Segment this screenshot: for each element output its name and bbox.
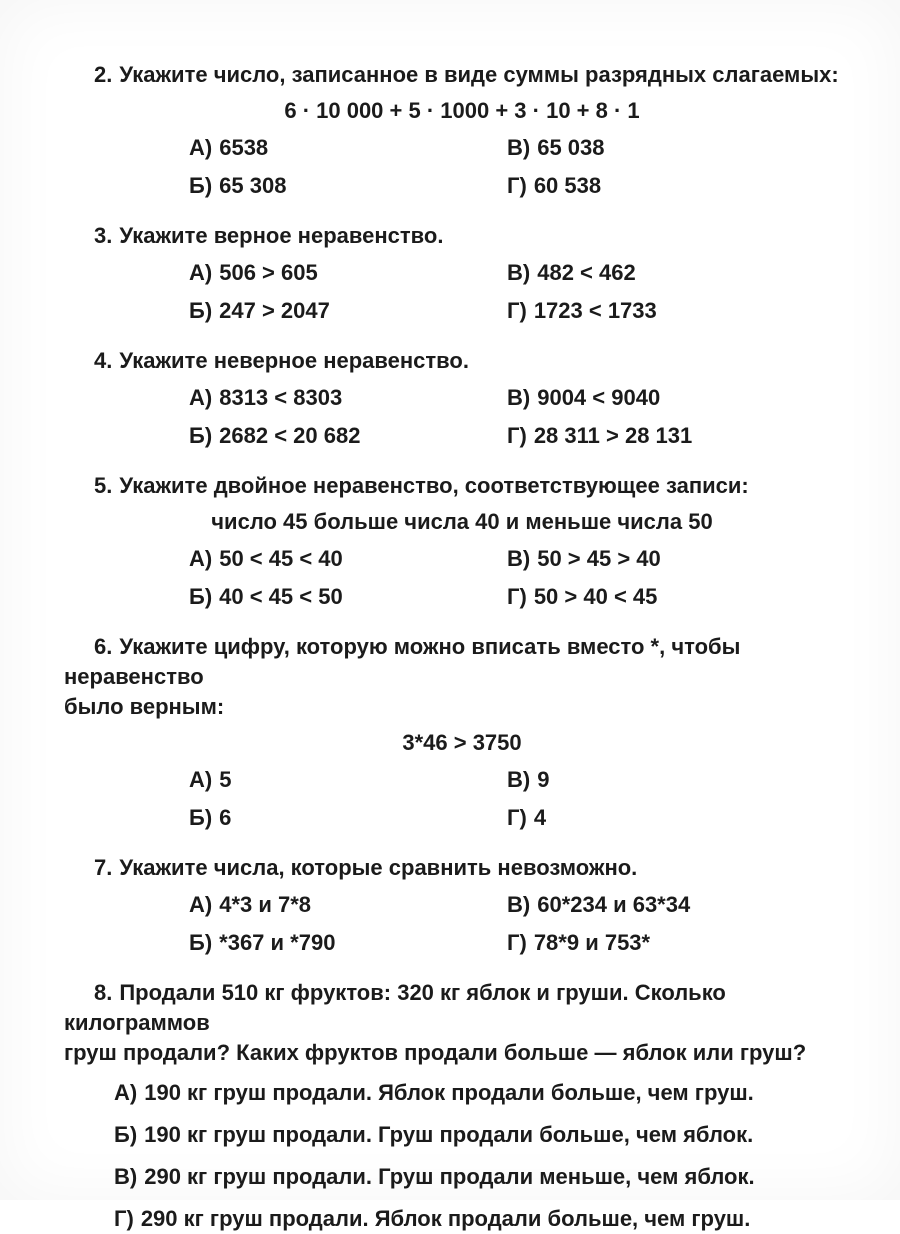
option-b-value: 247 > 2047	[219, 298, 330, 323]
question-5-number: 5.	[94, 473, 113, 498]
question-5-condition: число 45 больше числа 40 и меньше числа 50	[211, 509, 713, 534]
question-7-text	[64, 853, 860, 883]
option-v-label: В)	[507, 260, 531, 285]
question-6-line-2: было верным:	[64, 694, 225, 719]
question-6	[64, 632, 860, 833]
question-6-option-v	[507, 765, 860, 795]
question-4-option-g	[507, 421, 860, 451]
question-3-option-b	[189, 296, 507, 326]
question-2-option-g	[507, 171, 860, 201]
option-v-label: В)	[507, 135, 531, 160]
option-g-label: Г)	[507, 173, 527, 198]
question-8-options	[114, 1078, 860, 1234]
option-a-label: А)	[189, 385, 213, 410]
question-8-number: 8.	[94, 980, 113, 1005]
question-5-text	[64, 471, 860, 501]
question-2-text	[64, 60, 860, 90]
question-2-line-1: Укажите число, записанное в виде суммы разрядных слагаемых:	[119, 62, 839, 87]
question-3-number: 3.	[94, 223, 113, 248]
question-4-option-a	[189, 383, 507, 413]
option-b-label: Б)	[114, 1122, 138, 1147]
option-a-value: 6538	[219, 135, 269, 160]
option-g-label: Г)	[507, 298, 527, 323]
question-8-text	[64, 978, 860, 1068]
question-8-option-b	[114, 1120, 860, 1150]
question-3-line-1: Укажите верное неравенство.	[119, 223, 444, 248]
option-v-label: В)	[507, 767, 531, 792]
option-g-label: Г)	[114, 1206, 134, 1231]
option-a-value: 190 кг груш продали. Яблок продали больше, чем груш.	[144, 1080, 754, 1105]
question-3	[64, 221, 860, 326]
question-3-option-g	[507, 296, 860, 326]
question-2-number: 2.	[94, 62, 113, 87]
option-a-label: А)	[189, 260, 213, 285]
option-b-label: Б)	[189, 584, 213, 609]
question-6-option-g	[507, 803, 860, 833]
question-5-option-g	[507, 582, 860, 612]
question-8-option-v	[114, 1162, 860, 1192]
question-7-number: 7.	[94, 855, 113, 880]
option-a-label: А)	[189, 135, 213, 160]
option-a-label: А)	[189, 767, 213, 792]
question-4-option-b	[189, 421, 507, 451]
question-4-number: 4.	[94, 348, 113, 373]
option-v-value: 482 < 462	[537, 260, 636, 285]
option-g-value: 60 538	[533, 173, 602, 198]
option-g-value: 28 311 > 28 131	[533, 423, 693, 448]
option-b-value: 65 308	[219, 173, 287, 198]
option-b-value: 190 кг груш продали. Груш продали больше, чем яблок.	[144, 1122, 754, 1147]
option-a-value: 8313 < 8303	[219, 385, 343, 410]
question-7-option-b	[189, 928, 507, 958]
option-b-value: *367 и *790	[219, 930, 336, 955]
question-6-option-b	[189, 803, 507, 833]
option-b-value: 2682 < 20 682	[219, 423, 361, 448]
option-v-label: В)	[114, 1164, 138, 1189]
question-6-options	[189, 765, 860, 833]
question-2-option-v	[507, 133, 860, 163]
option-a-label: А)	[189, 892, 213, 917]
option-b-value: 40 < 45 < 50	[219, 584, 343, 609]
question-2-option-a	[189, 133, 507, 163]
option-g-value: 290 кг груш продали. Яблок продали больше, чем груш.	[140, 1206, 751, 1231]
question-2-options	[189, 133, 860, 201]
option-v-value: 9004 < 9040	[537, 385, 661, 410]
option-b-value: 6	[219, 805, 232, 830]
option-g-label: Г)	[507, 930, 527, 955]
question-7-line-1: Укажите числа, которые сравнить невозможно.	[119, 855, 638, 880]
question-7-option-v	[507, 890, 860, 920]
option-b-label: Б)	[189, 298, 213, 323]
question-4-text	[64, 346, 860, 376]
option-v-value: 65 038	[537, 135, 605, 160]
question-8-option-a	[114, 1078, 860, 1108]
option-v-value: 60*234 и 63*34	[537, 892, 691, 917]
question-4	[64, 346, 860, 451]
question-6-text	[64, 632, 860, 722]
option-b-label: Б)	[189, 805, 213, 830]
option-v-label: В)	[507, 892, 531, 917]
option-a-label: А)	[189, 546, 213, 571]
question-7	[64, 853, 860, 958]
question-3-option-v	[507, 258, 860, 288]
option-a-value: 506 > 605	[219, 260, 318, 285]
option-g-label: Г)	[507, 584, 527, 609]
question-6-line-1: Укажите цифру, которую можно вписать вместо *, чтобы неравенство	[64, 634, 741, 689]
option-b-label: Б)	[189, 173, 213, 198]
option-a-value: 4*3 и 7*8	[219, 892, 312, 917]
option-b-label: Б)	[189, 423, 213, 448]
question-6-number: 6.	[94, 634, 113, 659]
question-6-option-a	[189, 765, 507, 795]
question-6-formula: 3*46 > 3750	[402, 730, 522, 755]
question-2-option-b	[189, 171, 507, 201]
question-4-option-v	[507, 383, 860, 413]
option-g-value: 4	[533, 805, 547, 830]
option-v-value: 290 кг груш продали. Груш продали меньше, чем яблок.	[144, 1164, 755, 1189]
question-3-option-a	[189, 258, 507, 288]
question-3-options	[189, 258, 860, 326]
option-a-label: А)	[114, 1080, 138, 1105]
option-g-label: Г)	[507, 805, 527, 830]
option-v-value: 50 > 45 > 40	[537, 546, 661, 571]
question-5-option-b	[189, 582, 507, 612]
option-v-value: 9	[537, 767, 550, 792]
question-8-line-2: груш продали? Каких фруктов продали больше — яблок или груш?	[64, 1040, 807, 1065]
option-g-value: 78*9 и 753*	[533, 930, 651, 955]
question-2-formula: 6 · 10 000 + 5 · 1000 + 3 · 10 + 8 · 1	[284, 98, 640, 123]
question-8-option-g	[114, 1204, 860, 1234]
option-v-label: В)	[507, 385, 531, 410]
question-5-option-a	[189, 544, 507, 574]
question-7-option-a	[189, 890, 507, 920]
question-2	[64, 60, 860, 201]
question-7-option-g	[507, 928, 860, 958]
question-5-options	[189, 544, 860, 612]
question-5-line-1: Укажите двойное неравенство, соответствующее записи:	[119, 473, 749, 498]
question-5	[64, 471, 860, 612]
option-b-label: Б)	[189, 930, 213, 955]
option-g-value: 50 > 40 < 45	[533, 584, 658, 609]
option-g-label: Г)	[507, 423, 527, 448]
question-8	[64, 978, 860, 1234]
question-4-options	[189, 383, 860, 451]
question-5-option-v	[507, 544, 860, 574]
question-7-options	[189, 890, 860, 958]
question-4-line-1: Укажите неверное неравенство.	[119, 348, 469, 373]
question-8-line-1: Продали 510 кг фруктов: 320 кг яблок и груши. Сколько килограммов	[64, 980, 726, 1035]
option-v-label: В)	[507, 546, 531, 571]
option-g-value: 1723 < 1733	[533, 298, 657, 323]
option-a-value: 50 < 45 < 40	[219, 546, 343, 571]
option-a-value: 5	[219, 767, 232, 792]
question-3-text	[64, 221, 860, 251]
